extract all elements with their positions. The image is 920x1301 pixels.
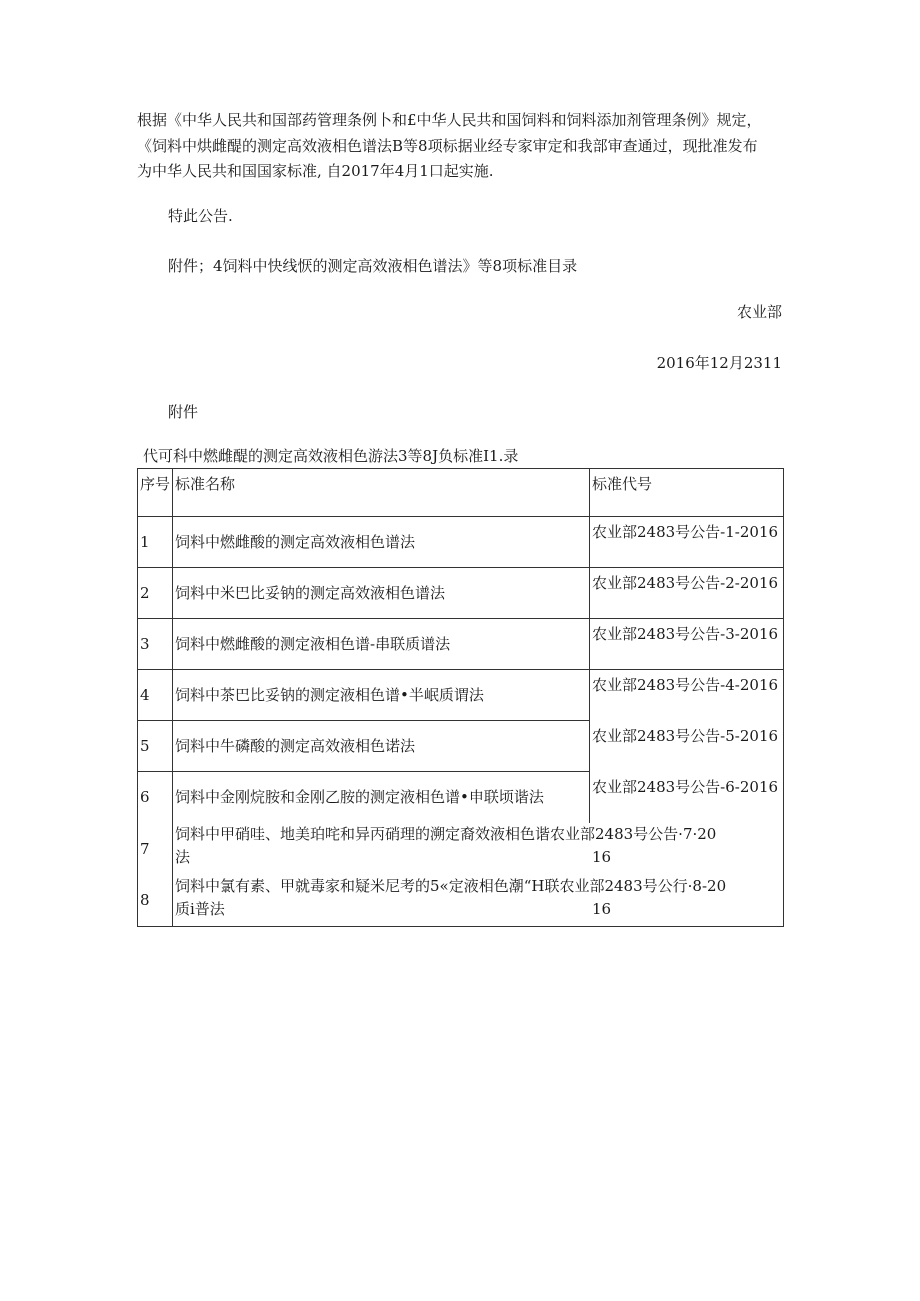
row-seq: 8 [138, 875, 173, 927]
standards-table [137, 468, 784, 927]
attachment-line: 附件；4饲料中快线恹的测定高效液相色谱法》等8项标准目录 [168, 257, 578, 275]
row-name-line2: 质i普法 [175, 899, 225, 918]
row-seq: 6 [138, 772, 173, 823]
header-code: 标准代号 [590, 469, 784, 517]
row-seq: 3 [138, 619, 173, 670]
row-code: 农业部2483号公告-2-2016 [590, 568, 784, 619]
table-row [138, 670, 784, 721]
attachment-heading: 附件 [168, 403, 199, 421]
table-caption: 代可科中燃雌醍的测定高效液相色游法3等8J负标准I1.录 [143, 447, 519, 465]
row-name-line2-wrap [175, 898, 781, 921]
table-row [138, 568, 784, 619]
table-row [138, 772, 784, 823]
row-code: 农业部2483号公告-5-2016 [590, 721, 784, 772]
date: 2016年12月2311 [656, 354, 782, 372]
row-name-line2: 法 [175, 847, 191, 866]
row-code-tail: 16 [592, 847, 612, 866]
row-seq: 5 [138, 721, 173, 772]
paragraph-line-1: 根据《中华人民共和国部药管理条例卜和£中华人民共和国饲料和饲料添加剂管理条例》规定， [137, 111, 762, 129]
header-seq: 序号 [138, 469, 173, 517]
paragraph-line-2: 《饲料中烘雌醍的测定高效液相色谱法B等8项标据业经专家审定和我部审查通过，现批准发布 [137, 137, 758, 155]
row-seq: 2 [138, 568, 173, 619]
row-name: 饲料中燃雌酸的测定液相色谱-串联质谱法 [173, 619, 590, 670]
table-row [138, 619, 784, 670]
row-name-wrapped [173, 823, 784, 875]
row-name: 饲料中牛磷酸的测定高效液相色诺法 [173, 721, 590, 772]
row-name: 饲料中米巴比妥钠的测定高效液相色谱法 [173, 568, 590, 619]
row-code: 农业部2483号公告-6-2016 [590, 772, 784, 823]
table-row [138, 875, 784, 927]
table-row [138, 517, 784, 568]
row-code: 农业部2483号公告-3-2016 [590, 619, 784, 670]
row-name-line1: 饲料中甲硝哇、地美珀咤和异丙硝理的溯定裔效液相色谐农业部2483号公告·7·20 [175, 824, 717, 843]
header-name: 标准名称 [173, 469, 590, 517]
table-row [138, 823, 784, 875]
row-name: 饲料中茶巴比妥钠的测定液相色谱•半岷质谓法 [173, 670, 590, 721]
row-code-tail: 16 [592, 899, 612, 918]
row-code: 农业部2483号公告-4-2016 [590, 670, 784, 721]
row-seq: 4 [138, 670, 173, 721]
row-seq: 7 [138, 823, 173, 875]
row-name-line1: 饲料中氯有素、甲就毒家和疑米尼考的5«定液相色潮“H联农业部2483号公行·8-20 [175, 876, 727, 895]
row-name-wrapped [173, 875, 784, 927]
table-row [138, 721, 784, 772]
notice-text: 特此公告. [168, 207, 233, 225]
row-name: 饲料中金刚烷胺和金刚乙胺的测定液相色谱•申联顷谐法 [173, 772, 590, 823]
row-code: 农业部2483号公告-1-2016 [590, 517, 784, 568]
signer: 农业部 [736, 303, 782, 321]
paragraph-line-3: 为中华人民共和国国家标准, 自2017年4月1口起实施. [137, 162, 494, 180]
row-name-line2-wrap [175, 846, 781, 869]
row-name: 饲料中燃雌酸的测定高效液相色谱法 [173, 517, 590, 568]
table-header-row [138, 469, 784, 517]
row-seq: 1 [138, 517, 173, 568]
